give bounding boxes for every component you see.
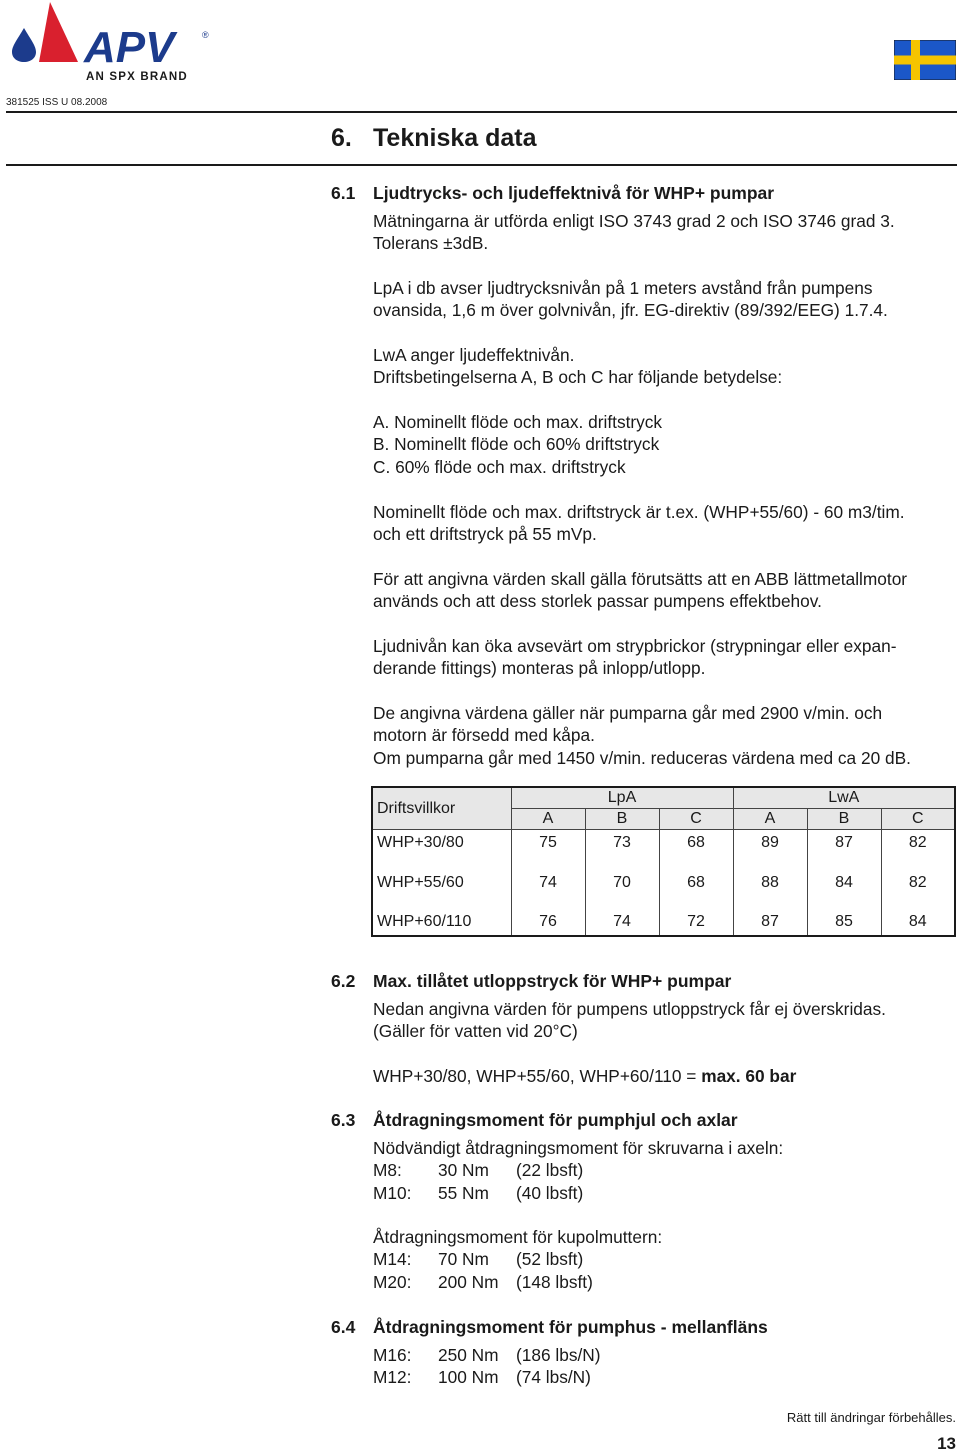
paragraph-speed: [373, 702, 911, 769]
text-line: För att angivna värden skall gälla förutsätts att en ABB lättmetallmotor: [373, 569, 908, 589]
text-line: motorn är försedd med kåpa.: [373, 725, 595, 746]
paragraph-shaft-torque: [373, 1137, 783, 1204]
text-line: Mätningarna är utförda enligt ISO 3743 grad 2 och ISO 3746 grad 3.: [373, 211, 895, 231]
row-label: WHP+30/80: [372, 830, 511, 856]
paragraph-nominal: [373, 501, 905, 546]
paragraph-lpa: [373, 277, 888, 322]
text-line: LwA anger ljudeffektnivån.: [373, 345, 575, 365]
torque-row: M16: 250 Nm (186 lbs/N): [373, 1345, 601, 1365]
condition-a: A. Nominellt flöde och max. driftstryck: [373, 412, 663, 432]
torque-row: M14: 70 Nm (52 lbsft): [373, 1249, 584, 1270]
text-line: Om pumparna går med 1450 v/min. reduceras värdena med ca 20 dB.: [373, 747, 911, 768]
text-line: och ett driftstryck på 55 mVp.: [373, 524, 597, 545]
page-title: [331, 124, 537, 153]
table-cell: 76: [511, 896, 585, 936]
paragraph-casing-torque: [373, 1344, 601, 1389]
paragraph-dome-nut-torque: [373, 1226, 662, 1293]
max-pressure-line: [373, 1065, 796, 1087]
table-row: [372, 896, 955, 936]
section-6-2-heading: Max. tillåtet utloppstryck för WHP+ pumpar: [373, 971, 732, 991]
sub-header: C: [881, 809, 955, 830]
paragraph-measurement: [373, 210, 895, 255]
table-cell: 72: [659, 896, 733, 936]
section-6-3-number: 6.3: [331, 1110, 356, 1130]
torque-row: M20: 200 Nm (148 lbsft): [373, 1271, 593, 1292]
paragraph-throttle: [373, 635, 896, 680]
table-cell: 75: [511, 830, 585, 856]
condition-header: Driftsvillkor: [372, 787, 511, 830]
condition-b: B. Nominellt flöde och 60% driftstryck: [373, 434, 660, 455]
text-line: Nedan angivna värden för pumpens utloppstryck får ej överskridas.: [373, 999, 886, 1019]
table-cell: 84: [807, 856, 881, 896]
text-line: Åtdragningsmoment för kupolmuttern:: [373, 1227, 663, 1247]
row-label: WHP+60/110: [377, 913, 472, 930]
sound-level-table: [371, 786, 956, 937]
table-cell: 89: [733, 830, 807, 856]
text-line: Nödvändigt åtdragningsmoment för skruvarna i axeln:: [373, 1138, 784, 1158]
rights-notice: Rätt till ändringar förbehålles.: [786, 1410, 956, 1425]
sub-header: B: [585, 809, 659, 830]
table-cell: 87: [733, 896, 807, 936]
header-rule: [6, 111, 957, 113]
text-line: De angivna värdena gäller när pumparna går med 2900 v/min. och: [373, 703, 883, 723]
table-cell: 74: [585, 896, 659, 936]
sub-header: B: [807, 809, 881, 830]
max-pressure-value: max. 60 bar: [701, 1066, 797, 1086]
sweden-flag-icon: [894, 40, 956, 80]
page-title-text: Tekniska data: [373, 124, 537, 152]
sub-header: A: [511, 809, 585, 830]
table-cell: 68: [659, 856, 733, 896]
condition-c: C. 60% flöde och max. driftstryck: [373, 456, 626, 477]
pump-models: WHP+30/80, WHP+55/60, WHP+60/110 =: [373, 1066, 702, 1086]
table-cell: 82: [881, 856, 955, 896]
text-line: Nominellt flöde och max. driftstryck är t.ex. (WHP+55/60) - 60 m3/tim.: [373, 502, 905, 522]
group-header-lwa: LwA: [733, 787, 955, 809]
torque-row: M12: 100 Nm (74 lbs/N): [373, 1367, 591, 1388]
torque-row: M8: 30 Nm (22 lbsft): [373, 1160, 584, 1181]
section-6-4-heading: Åtdragningsmoment för pumphus - mellanfläns: [373, 1317, 768, 1337]
title-rule: [6, 164, 957, 166]
table-cell: 68: [659, 830, 733, 856]
section-6-1-number: 6.1: [331, 183, 356, 203]
text-line: ovansida, 1,6 m över golvnivån, jfr. EG-direktiv (89/392/EEG) 1.7.4.: [373, 300, 888, 321]
table-cell: 74: [511, 856, 585, 896]
paragraph-outlet-pressure: [373, 998, 886, 1043]
table-row: [372, 830, 955, 856]
row-label: WHP+55/60: [377, 873, 464, 891]
table-cell: 82: [881, 830, 955, 856]
sub-header: C: [659, 809, 733, 830]
sub-header: A: [733, 809, 807, 830]
paragraph-motor: [373, 568, 907, 613]
page-number: 13: [937, 1434, 956, 1453]
torque-row: M10: 55 Nm (40 lbsft): [373, 1182, 584, 1203]
table-cell: 87: [807, 830, 881, 856]
table-row: [372, 856, 955, 896]
table-cell: 88: [733, 856, 807, 896]
section-6-1-heading: Ljudtrycks- och ljudeffektnivå för WHP+ pumpar: [373, 183, 775, 203]
text-line: Tolerans ±3dB.: [373, 233, 489, 254]
logo-tagline: AN SPX BRAND: [86, 71, 188, 82]
text-line: Driftsbetingelserna A, B och C har följande betydelse:: [373, 367, 783, 388]
section-6-4-number: 6.4: [331, 1317, 356, 1337]
text-line: används och att dess storlek passar pumpens effektbehov.: [373, 591, 822, 612]
paragraph-lwa: [373, 344, 782, 389]
apv-logo: [6, 0, 211, 82]
text-line: LpA i db avser ljudtrycksnivån på 1 meters avstånd från pumpens: [373, 278, 873, 298]
table-cell: 85: [807, 896, 881, 936]
document-code: 381525 ISS U 08.2008: [6, 97, 108, 108]
conditions-list: [373, 411, 662, 478]
page-title-number: 6.: [331, 124, 352, 152]
text-line: Ljudnivån kan öka avsevärt om strypbrickor (strypningar eller expan-: [373, 636, 897, 656]
table-cell: 73: [585, 830, 659, 856]
svg-text:®: ®: [202, 30, 209, 40]
section-6-2-number: 6.2: [331, 971, 356, 991]
text-line: (Gäller för vatten vid 20°C): [373, 1021, 578, 1042]
section-6-3-heading: Åtdragningsmoment för pumphjul och axlar: [373, 1110, 738, 1130]
table-cell: 70: [585, 856, 659, 896]
table-cell: 84: [881, 896, 955, 936]
group-header-lpa: LpA: [511, 787, 733, 809]
text-line: derande fittings) monteras på inlopp/utlopp.: [373, 658, 706, 679]
logo-wordmark: APV: [84, 23, 175, 72]
